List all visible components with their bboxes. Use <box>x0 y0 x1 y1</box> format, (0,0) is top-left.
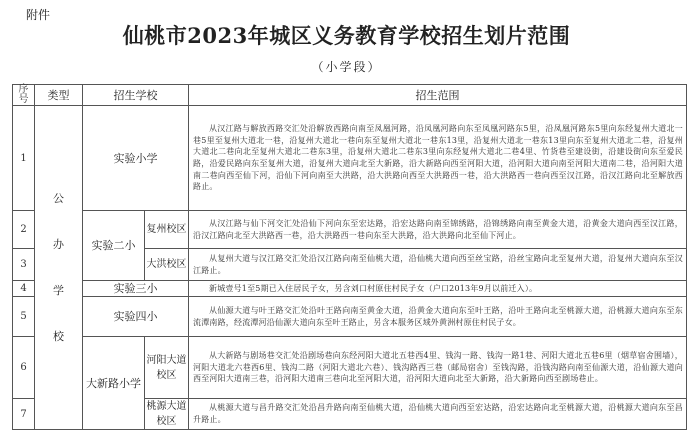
school-name: 实验四小 <box>83 297 189 337</box>
campus-name: 桃源大道校区 <box>145 399 189 430</box>
zone-range: 从汉江路与仙下河交汇处沿仙下河向东至宏达路，沿宏达路向南至锦绣路，沿锦绣路向南至黄金大道，沿黄金大道向西至汉江路，沿汉江路向北至大洪路西一巷，沿大洪路西一巷向东至大洪路，沿大洪路向北至仙下河止。 <box>189 211 687 249</box>
header-type: 类型 <box>35 85 83 106</box>
zone-range: 从桃源大道与昌升路交汇处沿昌升路向南至仙桃大道，沿仙桃大道向西至宏达路，沿宏达路向北至桃源大道，沿桃源大道向东至昌升路止。 <box>189 399 687 430</box>
zone-range: 从大新路与剧场巷交汇处沿剧场巷向东经河阳大道北五巷西4里、钱沟一路、钱沟一路1巷、河阳大道北五巷6里（烟草宿舍围墙），河阳大道北六巷西6里、钱沟二路（河阳大道北六巷）、钱沟路西三巷（邮局宿舍）至钱沟路，沿钱沟路向南至仙源大道，沿仙源大道向西至河阳大道南三巷，沿河阳大道南三巷向北至河阳大道，沿河阳大道向北至大新路，沿大新路向西至剧场巷止。 <box>189 337 687 399</box>
zone-range: 从汉江路与解放西路交汇处沿解放西路向南至凤凰河路，沿凤凰河路向东至凤凰河路东5里，沿凤凰河路东5里向东经复州大道北一巷5里至复州大道北一巷，沿复州大道北一巷向东至复州大道北一巷东13里，沿复州大道北一巷东13里向东至复州大道北二巷，沿复州大道北二巷向北至复州大道北二巷东3里，沿复州大道北二巷东3里向东经复州大道北二巷4里、竹货巷至建设街，沿建设街向东至爱民路，沿爱民路向东至复州大道，沿复州大道向北至大新路，沿大新路向西至河阳大道，沿河阳大道向南至河阳大道南二巷，沿河阳大道南二巷向西至仙下河，沿仙下河向南至大洪路，沿大洪路向西至大洪路西一巷，沿大洪路西一巷向西至汉江路，沿汉江路向北至解放西路止。 <box>189 106 687 211</box>
table-row <box>13 211 687 249</box>
type-char: 公 <box>53 191 64 205</box>
zone-range: 新城壹号1至5期已入住居民子女，另含刘口村原住村民子女（户口2013年9月以前迁入）。 <box>189 281 687 297</box>
row-seq: 7 <box>13 399 35 430</box>
enrollment-zone-table <box>12 84 687 430</box>
table-header-row <box>13 85 687 106</box>
table-row <box>13 337 687 399</box>
header-seq <box>13 85 35 106</box>
row-seq: 5 <box>13 297 35 337</box>
document-subtitle: （小学段） <box>311 60 382 74</box>
school-name: 实验小学 <box>83 106 189 211</box>
table-row <box>13 106 687 211</box>
campus-name: 大洪校区 <box>145 249 189 281</box>
school-name: 实验三小 <box>83 281 189 297</box>
row-seq: 2 <box>13 211 35 249</box>
campus-name: 复州校区 <box>145 211 189 249</box>
campus-name: 河阳大道校区 <box>145 337 189 399</box>
school-name: 大新路小学 <box>83 337 145 430</box>
row-seq: 3 <box>13 249 35 281</box>
row-seq: 6 <box>13 337 35 399</box>
school-name: 实验二小 <box>83 211 145 281</box>
attachment-label: 附件 <box>26 8 51 22</box>
row-seq: 4 <box>13 281 35 297</box>
header-seq-line2: 号 <box>18 94 29 105</box>
document-title: 仙桃市2023年城区义务教育学校招生划片范围 <box>122 23 571 48</box>
table-row <box>13 281 687 297</box>
type-char: 校 <box>53 329 64 343</box>
type-char: 学 <box>53 283 64 297</box>
table-row <box>13 297 687 337</box>
header-school: 招生学校 <box>83 85 189 106</box>
header-range: 招生范围 <box>189 85 687 106</box>
header-seq-line1: 序 <box>18 84 29 95</box>
zone-range: 从仙源大道与叶王路交汇处沿叶王路向南至黄金大道，沿黄金大道向东至叶王路，沿叶王路向北至桃源大道，沿桃源大道向东至东流潭南路，经流潭河沿仙源大道向东至叶王路止，另含本服务区域外黄洲村原住村民子女。 <box>189 297 687 337</box>
school-type-cell <box>35 106 83 430</box>
row-seq: 1 <box>13 106 35 211</box>
type-char: 办 <box>53 237 64 251</box>
zone-range: 从复州大道与汉江路交汇处沿汉江路向南至仙桃大道，沿仙桃大道向西至丝宝路，沿丝宝路向北至复州大道，沿复州大道向东至汉江路止。 <box>189 249 687 281</box>
